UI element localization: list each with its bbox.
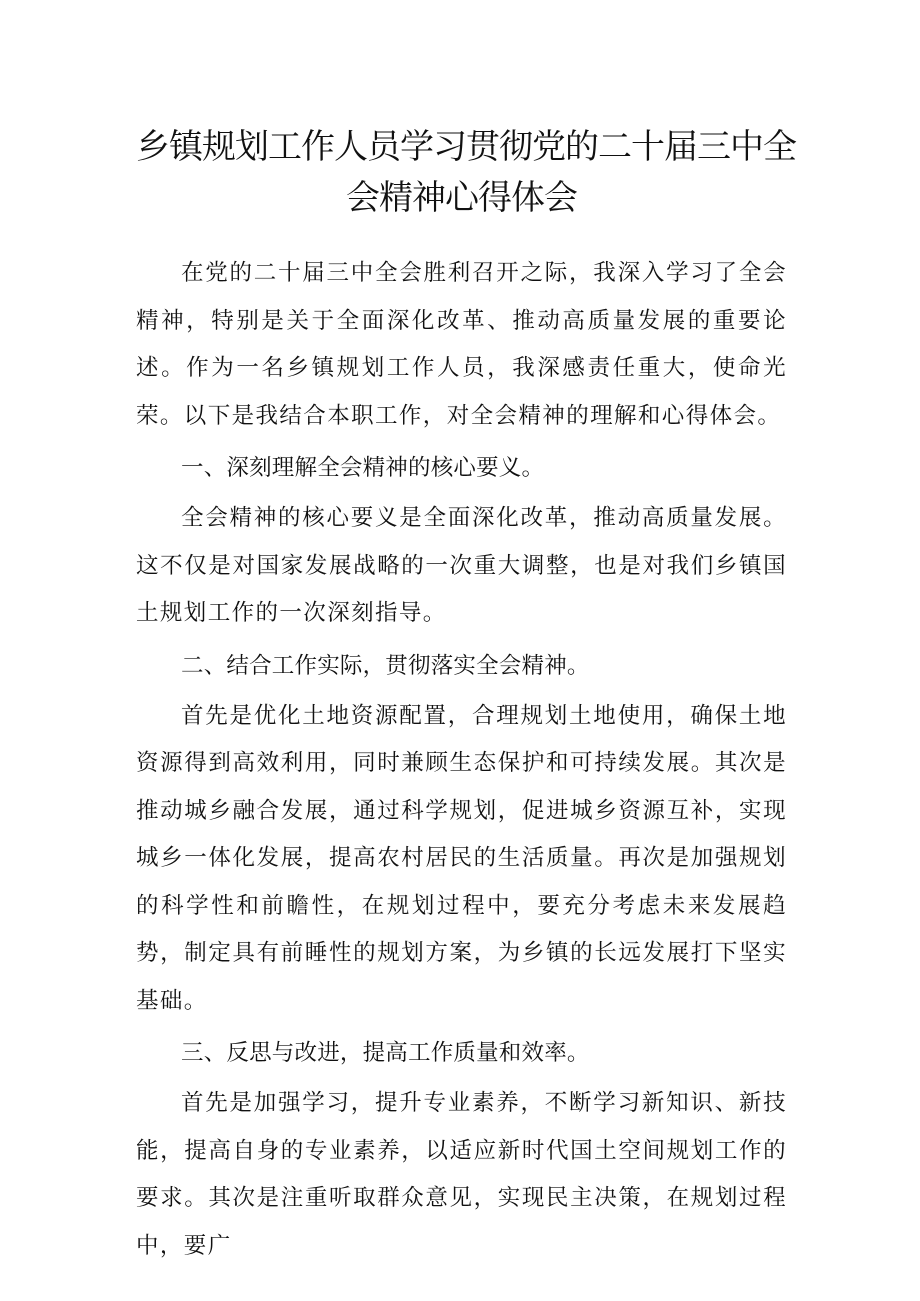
document-body xyxy=(136,250,787,1270)
section-1-heading: 一、深刻理解全会精神的核心要义。 xyxy=(181,455,545,481)
section-2-heading: 二、结合工作实际，贯彻落实全会精神。 xyxy=(181,652,590,679)
intro-paragraph: 在党的二十届三中全会胜利召开之际，我深入学习了全会精神，特别是关于全面深化改革、推动高质量发展的重要论述。作为一名乡镇规划工作人员，我深感责任重大，使命光荣。以下是我结合本职工作，对全会精神的理解和心得体会。 xyxy=(136,260,787,429)
section-3-paragraph: 首先是加强学习，提升专业素养，不断学习新知识、新技能，提高自身的专业素养，以适应新时代国土空间规划工作的要求。其次是注重听取群众意见，实现民主决策，在规划过程中，要广 xyxy=(136,1090,787,1259)
title-line-1: 乡镇规划工作人员学习贯彻党的二十届三中全 xyxy=(136,127,796,167)
section-1-paragraph: 全会精神的核心要义是全面深化改革，推动高质量发展。这不仅是对国家发展战略的一次重大调整，也是对我们乡镇国土规划工作的一次深刻指导。 xyxy=(136,505,787,626)
section-2-paragraph: 首先是优化土地资源配置，合理规划土地使用，确保土地资源得到高效利用，同时兼顾生态保护和可持续发展。其次是推动城乡融合发展，通过科学规划，促进城乡资源互补，实现城乡一体化发展，提高农村居民的生活质量。再次是加强规划的科学性和前瞻性，在规划过程中，要充分考虑未来发展趋势，制定具有前睡性的规划方案，为乡镇的长远发展打下坚实基础。 xyxy=(136,702,787,1014)
document-title xyxy=(136,122,796,224)
section-3-heading: 三、反思与改进，提高工作质量和效率。 xyxy=(181,1040,590,1066)
title-line-2: 会精神心得体会 xyxy=(346,178,577,218)
